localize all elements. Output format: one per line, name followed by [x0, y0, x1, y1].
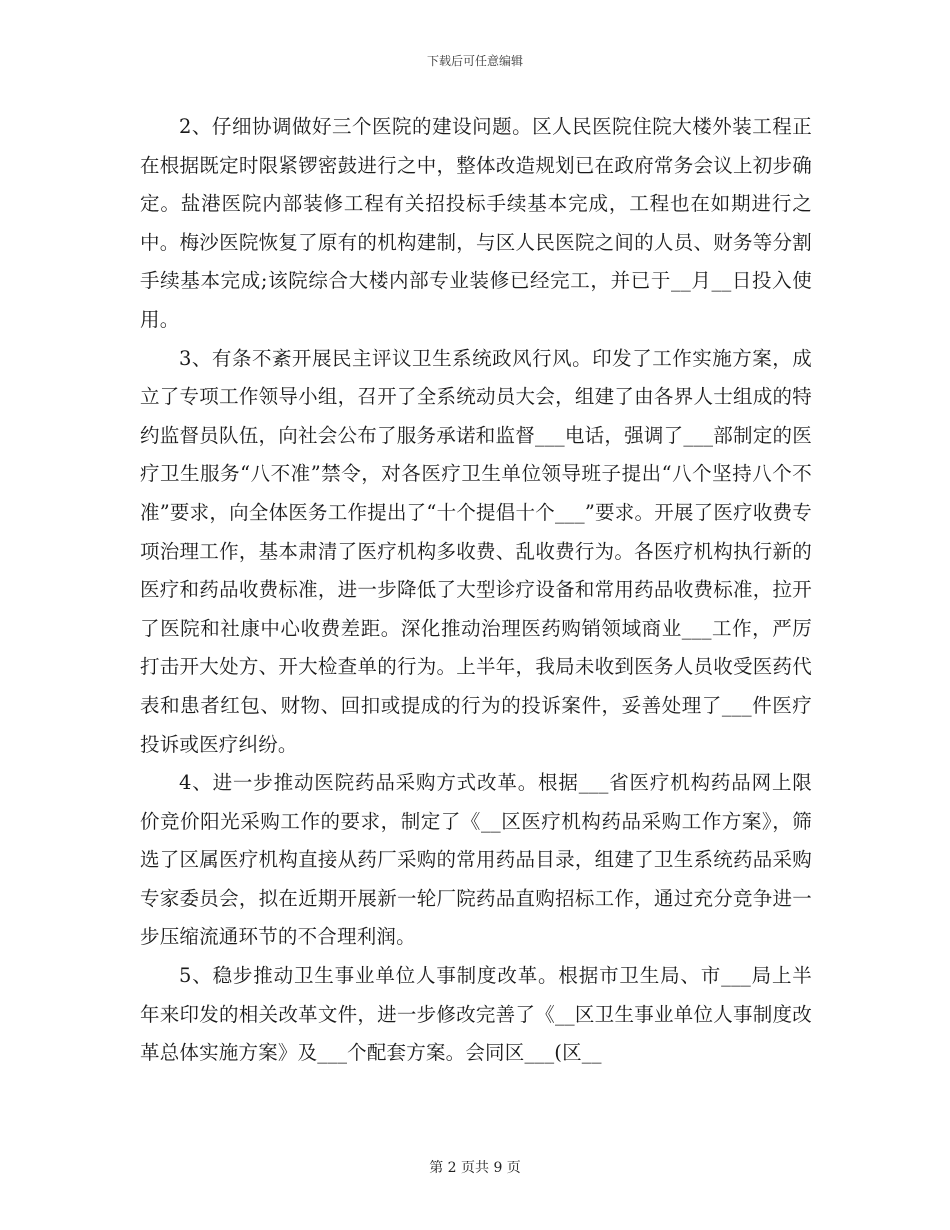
paragraph-3: 3、有条不紊开展民主评议卫生系统政风行风。印发了工作实施方案，成立了专项工作领导小组，召开了全系统动员大会，组建了由各界人士组成的特约监督员队伍，向社会公布了服务承诺和监督___电话，强调了___部制定的医疗卫生服务“八不准”禁令，对各医疗卫生单位领导班子提出“八个坚持八个不准”要求，向全体医务工作提出了“十个提倡十个___”要求。开展了医疗收费专项治理工作，基本肃清了医疗机构多收费、乱收费行为。各医疗机构执行新的医疗和药品收费标准，进一步降低了大型诊疗设备和常用药品收费标准，拉开了医院和社康中心收费差距。深化推动治理医药购销领域商业___工作，严厉打击开大处方、开大检查单的行为。上半年，我局未收到医务人员收受医药代表和患者红包、财物、回扣或提成的行为的投诉案件，妥善处理了___件医疗投诉或医疗纠纷。	[140, 346, 812, 756]
paragraph-5: 5、稳步推动卫生事业单位人事制度改革。根据市卫生局、市___局上半年来印发的相关改革文件，进一步修改完善了《__区卫生事业单位人事制度改革总体实施方案》及___个配套方案。会同区___(区__	[140, 964, 812, 1065]
document-body	[140, 108, 812, 1073]
page-footer: 第 2 页共 9 页	[429, 1160, 521, 1176]
paragraph-4: 4、进一步推动医院药品采购方式改革。根据___省医疗机构药品网上限价竞价阳光采购工作的要求，制定了《__区医疗机构药品采购工作方案》，筛选了区属医疗机构直接从药厂采购的常用药品目录，组建了卫生系统药品采购专家委员会，拟在近期开展新一轮厂院药品直购招标工作，通过充分竞争进一步压缩流通环节的不合理利润。	[140, 771, 812, 949]
page-header: 下载后可任意编辑	[426, 54, 523, 68]
paragraph-2: 2、仔细协调做好三个医院的建设问题。区人民医院住院大楼外装工程正在根据既定时限紧锣密鼓进行之中，整体改造规划已在政府常务会议上初步确定。盐港医院内部装修工程有关招投标手续基本完成，工程也在如期进行之中。梅沙医院恢复了原有的机构建制，与区人民医院之间的人员、财务等分割手续基本完成;该院综合大楼内部专业装修已经完工，并已于__月__日投入使用。	[140, 115, 812, 331]
